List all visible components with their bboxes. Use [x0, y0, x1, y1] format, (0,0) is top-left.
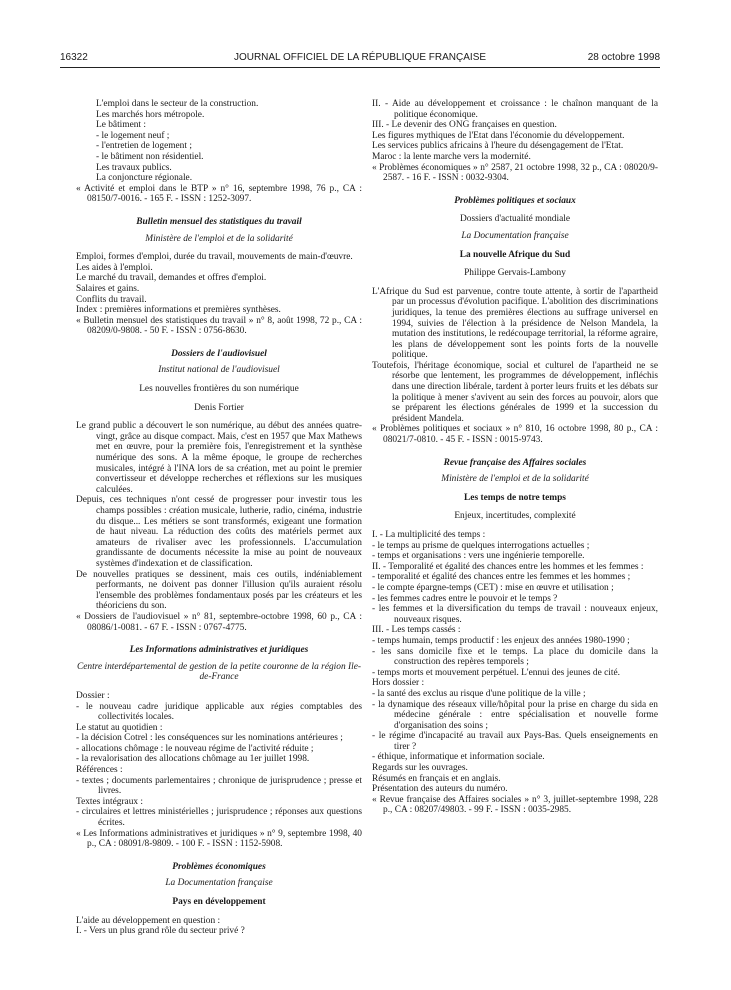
list-item: Conflits du travail.	[76, 294, 147, 305]
publisher-name: La Documentation française	[461, 230, 569, 241]
list-item: - allocations chômage : le nouveau régime de l'activité réduite ;	[76, 743, 314, 754]
ministry-name: Ministère de l'emploi et de la solidarité	[441, 474, 589, 485]
section-title: Revue française des Affaires sociales	[443, 457, 587, 468]
list-item: Références :	[76, 765, 123, 776]
list-item: III. - Le devenir des ONG françaises en question.	[372, 120, 557, 131]
list-item: I. - La multiplicité des temps :	[372, 530, 486, 540]
list-item: - la décision Cotrel : les conséquences sur les nominations antérieures ;	[76, 733, 343, 744]
publication-reference: « Problèmes politiques et sociaux » n° 810, 16 octobre 1998, 80 p., CA : 08021/7-0810. - 45 F. - ISSN : 0015-9743.	[372, 424, 658, 446]
list-item: - l'entretien de logement ;	[96, 141, 192, 152]
issue-date: 28 octobre 1998	[587, 52, 660, 63]
body-paragraph: L'Afrique du Sud est parvenue, contre toute attente, à sortir de l'apartheid par un processus d'évolution pacifique. L'abolition des discriminations juridiques, la tenue des premières élections au suffrage universel en 1994, suivies de l'élection à la présidence de Nelson Mandela, la mutation des institutions, le redécoupage territorial, la réforme agraire, les plans de développement sont les points forts de la nouvelle politique.	[372, 286, 658, 361]
journal-title: JOURNAL OFFICIEL DE LA RÉPUBLIQUE FRANÇAISE	[233, 52, 487, 63]
section-title: Problèmes économiques	[172, 861, 266, 872]
list-item: La conjoncture régionale.	[96, 173, 193, 184]
publication-reference: « Revue française des Affaires sociales » n° 3, juillet-septembre 1998, 228 p., CA : 08207/49803. - 99 F. - ISSN : 0035-2985.	[372, 794, 658, 816]
body-paragraph: De nouvelles pratiques se dessinent, mais ces outils, indéniablement performants, ne doivent pas donner l'illusion qu'ils auraient résolu l'ensemble des problèmes fondamentaux posés par les créateurs et les théoriciens du son.	[76, 569, 362, 612]
list-item: - la revalorisation des allocations chômage au 1er juillet 1998.	[76, 754, 310, 765]
list-item: - la santé des exclus au risque d'une politique de la ville ;	[372, 688, 586, 699]
list-item: I. - Vers un plus grand rôle du secteur privé ?	[76, 926, 245, 937]
list-item: - le logement neuf ;	[96, 130, 170, 141]
list-item: Index : premières informations et premières synthèses.	[76, 305, 281, 316]
body-paragraph: Toutefois, l'héritage économique, social et culturel de l'apartheid ne se résorbe que lentement, les programmes de développement, infléchis dans une direction libérale, tardent à porter leurs fruits et les débats sur la politique à mener s'avivent au sein des forces au pouvoir, alors que se préparent les élections générales de 1999 et la succession du président Mandela.	[372, 360, 658, 424]
list-item: Les travaux publics.	[96, 162, 172, 173]
list-item: Textes intégraux :	[76, 796, 144, 807]
list-item: II. - Temporalité et égalité des chances entre les hommes et les femmes :	[372, 561, 644, 572]
list-item: III. - Les temps cassés :	[372, 625, 461, 636]
list-item: - éthique, informatique et information sociale.	[372, 752, 545, 763]
list-item: - temps humain, temps productif : les enjeux des années 1980-1990 ;	[372, 635, 630, 646]
series-name: Dossiers d'actualité mondiale	[460, 214, 570, 225]
publication-reference: « Activité et emploi dans le BTP » n° 16, septembre 1998, 76 p., CA : 08150/7-0016. - 165 F. - ISSN : 1252-3097.	[76, 183, 362, 205]
list-item: Regards sur les ouvrages.	[372, 763, 468, 774]
publication-reference: « Les Informations administratives et juridiques » n° 9, septembre 1998, 40 p., CA : 08091/8-9809. - 100 F. - ISSN : 1152-5908.	[76, 828, 362, 850]
list-item: - le nouveau cadre juridique applicable aux régies comptables des collectivités locales.	[76, 701, 362, 723]
article-subtitle: Pays en développement	[172, 897, 266, 907]
institute-name: Institut national de l'audiovisuel	[158, 365, 280, 376]
list-item: Présentation des auteurs du numéro.	[372, 784, 508, 795]
list-item: Le bâtiment :	[96, 120, 146, 131]
list-item: - les femmes et la diversification du temps de travail : nouveaux enjeux, nouveaux risques.	[372, 604, 658, 625]
list-item: Les marchés hors métropole.	[96, 109, 205, 120]
list-item: Les services publics africains à l'heure du désengagement de l'Etat.	[372, 141, 624, 152]
ministry-name: Ministère de l'emploi et de la solidarité	[145, 233, 293, 244]
list-item: Le statut au quotidien :	[76, 722, 163, 733]
article-tagline: Enjeux, incertitudes, complexité	[454, 511, 576, 522]
body-paragraph: Le grand public a découvert le son numérique, au début des années quatre-vingt, grâce au disque compact. Mais, c'est en 1957 que Max Mathews met en œuvre, pour la première fois, l'enregistrement et la synthèse numérique des sons. A la même époque, le groupe de recherches musicales, intégré à l'INA lors de sa création, met au point le premier convertisseur et développe recherches et réflexions sur les musiques calculées.	[76, 421, 362, 495]
section-title: Bulletin mensuel des statistiques du travail	[136, 216, 302, 227]
list-item: II. - Aide au développement et croissance : le chaînon manquant de la politique économique.	[372, 99, 658, 120]
section-title: Les Informations administratives et juridiques	[129, 645, 309, 656]
list-item: L'aide au développement en question :	[76, 915, 221, 926]
body-paragraph: Depuis, ces techniques n'ont cessé de progresser pour investir tous les champs possibles : création musicale, lutherie, radio, cinéma, industrie du disque... Les métiers se sont transformés, exigeant une formation de haut niveau. La réduction des coûts des matériels permet aux amateurs de rivaliser avec les professionnels. L'accumulation grandissante de documents nécessite la mise au point de nouveaux systèmes d'indexation et de classification.	[76, 495, 362, 569]
list-item: Dossier :	[76, 690, 110, 701]
section-title: Dossiers de l'audiovisuel	[171, 348, 267, 359]
publication-reference: « Problèmes économiques » n° 2587, 21 octobre 1998, 32 p., CA : 08020/9-2587. - 16 F. - ISSN : 0032-9304.	[372, 162, 658, 184]
article-subtitle: Les temps de notre temps	[464, 492, 566, 503]
list-item: - textes ; documents parlementaires ; chronique de jurisprudence ; presse et livres.	[76, 775, 362, 797]
list-item: - temps et organisations : vers une ingénierie temporelle.	[372, 551, 585, 562]
list-item: - temps morts et mouvement perpétuel. L'ennui des jeunes de cité.	[372, 667, 620, 678]
list-item: - le régime d'incapacité au travail aux Pays-Bas. Quels enseignements en tirer ?	[372, 731, 658, 752]
center-name: Centre interdépartemental de gestion de la petite couronne de la région Ile-de-France	[76, 661, 362, 683]
author-name: Philippe Gervais-Lambony	[464, 268, 566, 279]
left-column	[76, 99, 362, 937]
list-item: Le marché du travail, demandes et offres d'emploi.	[76, 273, 267, 284]
publication-reference: « Bulletin mensuel des statistiques du travail » n° 8, août 1998, 72 p., CA : 08209/0-9808. - 50 F. - ISSN : 0756-8630.	[76, 315, 362, 337]
list-item: - les sans domicile fixe et le temps. La place du domicile dans la construction des repères temporels ;	[372, 646, 658, 668]
list-item: Maroc : la lente marche vers la modernité.	[372, 151, 531, 162]
page-number: 16322	[60, 52, 88, 63]
page-header	[60, 52, 660, 66]
list-item: Hors dossier :	[372, 678, 425, 689]
right-column	[372, 99, 658, 816]
section-title: Problèmes politiques et sociaux	[454, 195, 576, 206]
list-item: - le compte épargne-temps (CET) : mise en œuvre et utilisation ;	[372, 582, 614, 593]
publication-reference: « Dossiers de l'audiovisuel » n° 81, septembre-octobre 1998, 60 p., CA : 08086/1-0081. - 67 F. - ISSN : 0767-4775.	[76, 611, 362, 633]
list-item: - temporalité et égalité des chances entre les femmes et les hommes ;	[372, 572, 631, 583]
list-item: Les aides à l'emploi.	[76, 262, 153, 273]
article-subtitle: La nouvelle Afrique du Sud	[459, 249, 571, 260]
list-item: Emploi, formes d'emploi, durée du travail, mouvements de main-d'œuvre.	[76, 252, 353, 263]
header-rule	[60, 67, 660, 68]
list-item: L'emploi dans le secteur de la construction.	[96, 99, 259, 109]
publisher-name: La Documentation française	[165, 878, 273, 889]
article-subtitle: Les nouvelles frontières du son numérique	[139, 384, 299, 395]
list-item: - le bâtiment non résidentiel.	[96, 151, 204, 162]
list-item: - la dynamique des réseaux ville/hôpital pour la prise en charge du sida en médecine générale : entre spécialisation et nouvelle forme d'organisation des soins ;	[372, 699, 658, 731]
list-item: - circulaires et lettres ministérielles ; jurisprudence ; réponses aux questions écrites.	[76, 807, 362, 829]
list-item: Les figures mythiques de l'Etat dans l'économie du développement.	[372, 130, 625, 141]
list-item: Résumés en français et en anglais.	[372, 773, 501, 784]
list-item: - le temps au prisme de quelques interrogations actuelles ;	[372, 540, 590, 551]
list-item: - les femmes cadres entre le pouvoir et le temps ?	[372, 593, 558, 604]
list-item: Salaires et gains.	[76, 283, 140, 294]
author-name: Denis Fortier	[194, 402, 244, 413]
